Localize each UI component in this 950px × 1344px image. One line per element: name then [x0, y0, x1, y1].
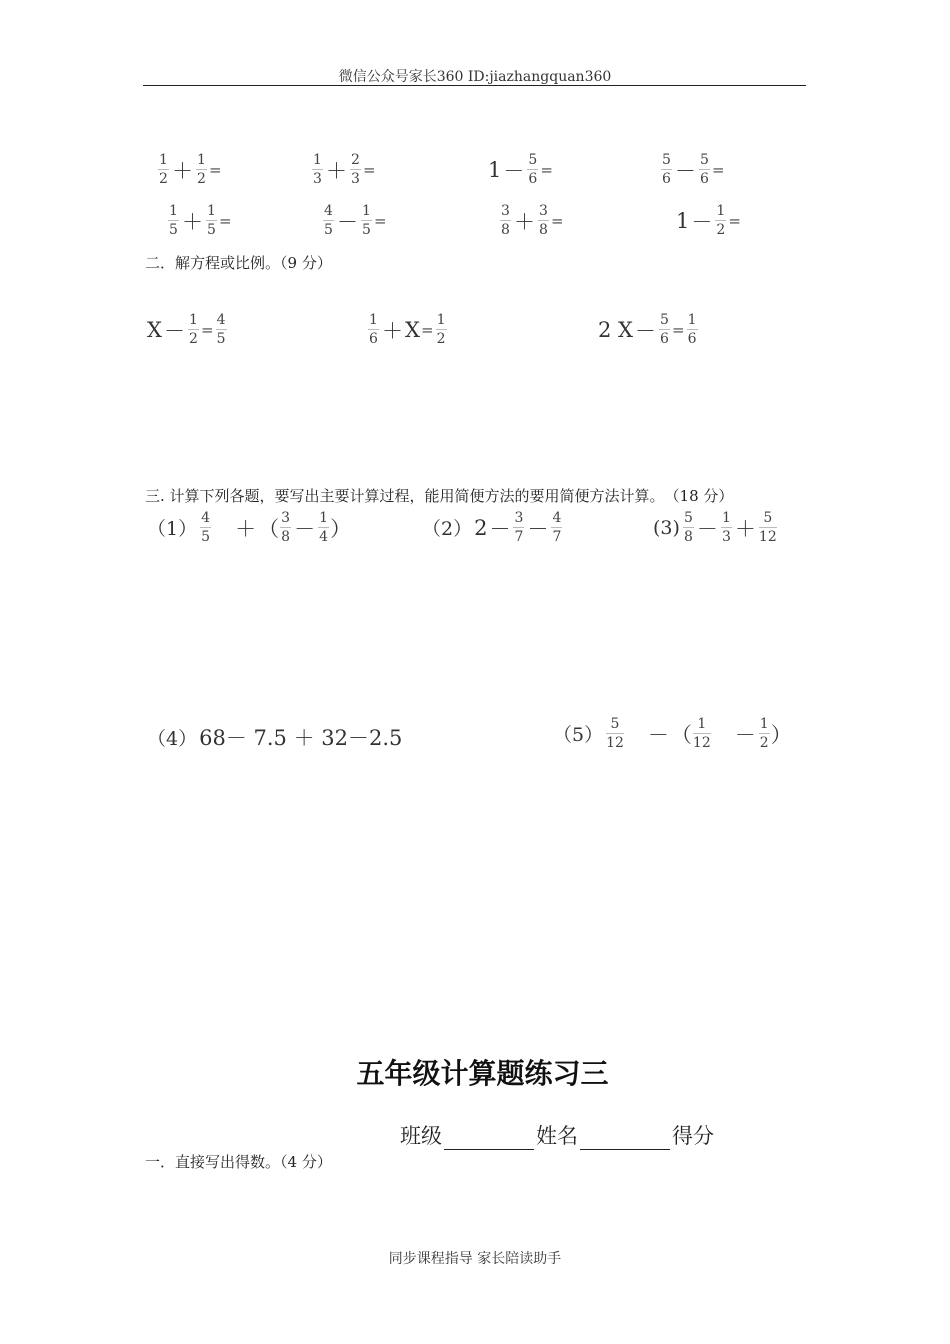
section2-heading: 二．解方程或比例。（9 分） [145, 254, 332, 272]
fraction [687, 313, 698, 346]
numerator: 5 [662, 152, 671, 168]
problem-2 [422, 511, 563, 544]
numerator: 1 [436, 312, 446, 328]
denominator: 6 [700, 171, 709, 187]
fraction [721, 511, 732, 544]
fraction [361, 204, 372, 237]
denominator: 7 [514, 529, 524, 545]
operator: － [489, 516, 511, 541]
problem-4 [147, 722, 402, 752]
exercise-a4 [660, 153, 726, 186]
numerator: 1 [207, 203, 216, 219]
denominator: 2 [759, 735, 769, 751]
problem-number: （5） [553, 724, 604, 746]
exercise-a2 [311, 153, 377, 186]
denominator: 8 [501, 222, 510, 238]
problem-1 [147, 511, 351, 544]
operator: － [635, 318, 656, 343]
operator: ＋ [182, 209, 203, 234]
numerator: 1 [697, 716, 707, 732]
numerator: 1 [197, 152, 206, 168]
equals-sign: = [672, 320, 685, 339]
fraction [693, 717, 711, 750]
name-blank[interactable] [580, 1129, 670, 1150]
term: 2 X [598, 317, 633, 342]
numerator: 3 [514, 510, 524, 526]
numerator: 1 [159, 152, 168, 168]
denominator: 12 [692, 735, 711, 751]
fraction [606, 717, 624, 750]
exercise-a3 [488, 153, 554, 186]
fraction [659, 313, 670, 346]
worksheet3-section1-heading: 一．直接写出得数。（4 分） [145, 1153, 332, 1171]
denominator: 6 [369, 331, 378, 347]
fraction [715, 204, 726, 237]
numerator: 1 [362, 203, 371, 219]
denominator: 5 [207, 222, 216, 238]
equation-1 [147, 313, 228, 346]
fraction [551, 511, 562, 544]
numerator: 1 [188, 312, 198, 328]
equals-sign: = [728, 211, 741, 230]
exercise-b2 [322, 204, 388, 237]
denominator: 3 [313, 171, 322, 187]
numerator: 5 [610, 716, 620, 732]
numerator: 4 [201, 510, 211, 526]
fraction [318, 511, 329, 544]
numerator: 1 [369, 312, 378, 328]
equals-sign: = [200, 320, 214, 339]
problem-number: （2） [422, 518, 473, 540]
denominator: 4 [319, 529, 329, 545]
operator: － [696, 516, 718, 541]
numerator: 4 [552, 510, 562, 526]
fraction [538, 204, 549, 237]
denominator: 5 [216, 331, 226, 347]
problem-3 [653, 511, 778, 544]
operator: ＋ [326, 158, 347, 183]
operator: － [294, 516, 316, 541]
problem-number: (3) [653, 516, 680, 539]
page-header: 微信公众号家长360 ID:jiazhangquan360 [338, 69, 612, 85]
term: （ [670, 722, 692, 747]
problem-number: （1） [147, 518, 198, 540]
term: 1 [676, 208, 690, 233]
numerator: 1 [759, 716, 769, 732]
problem-5 [553, 717, 792, 750]
term: X [147, 317, 162, 342]
equation-2 [367, 313, 448, 346]
numerator: 1 [313, 152, 322, 168]
header-divider [143, 85, 806, 86]
numerator: 1 [721, 510, 731, 526]
operator: － [626, 722, 669, 747]
term: 2 [474, 515, 488, 540]
equals-sign: = [420, 320, 434, 339]
numerator: 4 [324, 203, 333, 219]
denominator: 8 [539, 222, 548, 238]
section3-heading: 三. 计算下列各题，要写出主要计算过程，能用简便方法的要用简便方法计算。 （18 分） [145, 487, 734, 505]
operator: ＋ [172, 158, 193, 183]
denominator: 6 [660, 331, 669, 347]
term: 1 [488, 157, 502, 182]
term: ） [330, 516, 352, 541]
student-info-row [400, 1120, 714, 1150]
page-footer: 同步课程指导 家长陪读助手 [388, 1251, 562, 1267]
fraction [759, 717, 770, 750]
fraction [200, 511, 211, 544]
operator: － [527, 516, 549, 541]
term: 68－ 7.5 ＋ 32－2.5 [199, 726, 403, 750]
operator: － [163, 318, 185, 343]
denominator: 3 [721, 529, 731, 545]
numerator: 1 [319, 510, 329, 526]
fraction [661, 153, 672, 186]
operator: － [503, 158, 525, 183]
operator: － [337, 209, 358, 234]
denominator: 6 [687, 331, 697, 347]
class-label: 班级 [400, 1124, 442, 1148]
term: ） [770, 722, 792, 747]
fraction [683, 511, 694, 544]
term: （ [258, 516, 280, 541]
equals-sign: = [551, 211, 564, 230]
exercise-a1 [157, 153, 223, 186]
term: X [405, 317, 420, 342]
denominator: 5 [169, 222, 178, 238]
operator: ＋ [214, 516, 257, 541]
numerator: 3 [281, 510, 291, 526]
numerator: 3 [501, 203, 510, 219]
denominator: 5 [201, 529, 211, 545]
numerator: 1 [716, 203, 726, 219]
worksheet-title: 五年级计算题练习三 [356, 1057, 609, 1090]
denominator: 7 [552, 529, 562, 545]
fraction [527, 153, 538, 186]
fraction [188, 313, 199, 346]
fraction [206, 204, 217, 237]
fraction [168, 204, 179, 237]
denominator: 5 [362, 222, 371, 238]
numerator: 5 [700, 152, 709, 168]
numerator: 1 [169, 203, 178, 219]
numerator: 1 [687, 312, 697, 328]
fraction [436, 313, 447, 346]
denominator: 8 [281, 529, 291, 545]
numerator: 5 [683, 510, 693, 526]
numerator: 5 [763, 510, 773, 526]
equals-sign: = [363, 160, 376, 179]
numerator: 5 [528, 152, 538, 168]
operator: － [675, 158, 696, 183]
operator: ＋ [514, 209, 535, 234]
denominator: 12 [606, 735, 624, 751]
operator: － [691, 209, 713, 234]
equals-sign: = [540, 160, 553, 179]
equals-sign: = [712, 160, 725, 179]
score-label: 得分 [672, 1124, 714, 1148]
fraction [280, 511, 291, 544]
fraction [350, 153, 361, 186]
equals-sign: = [209, 160, 222, 179]
denominator: 6 [662, 171, 671, 187]
denominator: 2 [159, 171, 168, 187]
denominator: 5 [324, 222, 333, 238]
equals-sign: = [219, 211, 232, 230]
name-label: 姓名 [536, 1124, 578, 1148]
exercise-b3 [499, 204, 565, 237]
fraction [312, 153, 323, 186]
denominator: 6 [528, 171, 538, 187]
fraction [323, 204, 334, 237]
fraction [196, 153, 207, 186]
fraction [500, 204, 511, 237]
numerator: 3 [539, 203, 548, 219]
numerator: 2 [351, 152, 360, 168]
numerator: 4 [216, 312, 226, 328]
operator: ＋ [382, 318, 403, 343]
denominator: 3 [351, 171, 360, 187]
numerator: 5 [660, 312, 669, 328]
denominator: 8 [683, 529, 693, 545]
exercise-b1 [167, 204, 233, 237]
denominator: 2 [436, 331, 446, 347]
exercise-b4 [676, 204, 742, 237]
denominator: 2 [197, 171, 206, 187]
operator: ＋ [734, 516, 756, 541]
equation-3 [598, 313, 699, 346]
problem-number: （4） [147, 727, 198, 750]
fraction [368, 313, 379, 346]
fraction [759, 511, 777, 544]
fraction [513, 511, 524, 544]
class-blank[interactable] [444, 1129, 534, 1150]
denominator: 2 [188, 331, 198, 347]
fraction [216, 313, 227, 346]
operator: － [713, 722, 756, 747]
denominator: 12 [758, 529, 777, 545]
denominator: 2 [716, 222, 726, 238]
fraction [699, 153, 710, 186]
equals-sign: = [374, 211, 387, 230]
fraction [158, 153, 169, 186]
